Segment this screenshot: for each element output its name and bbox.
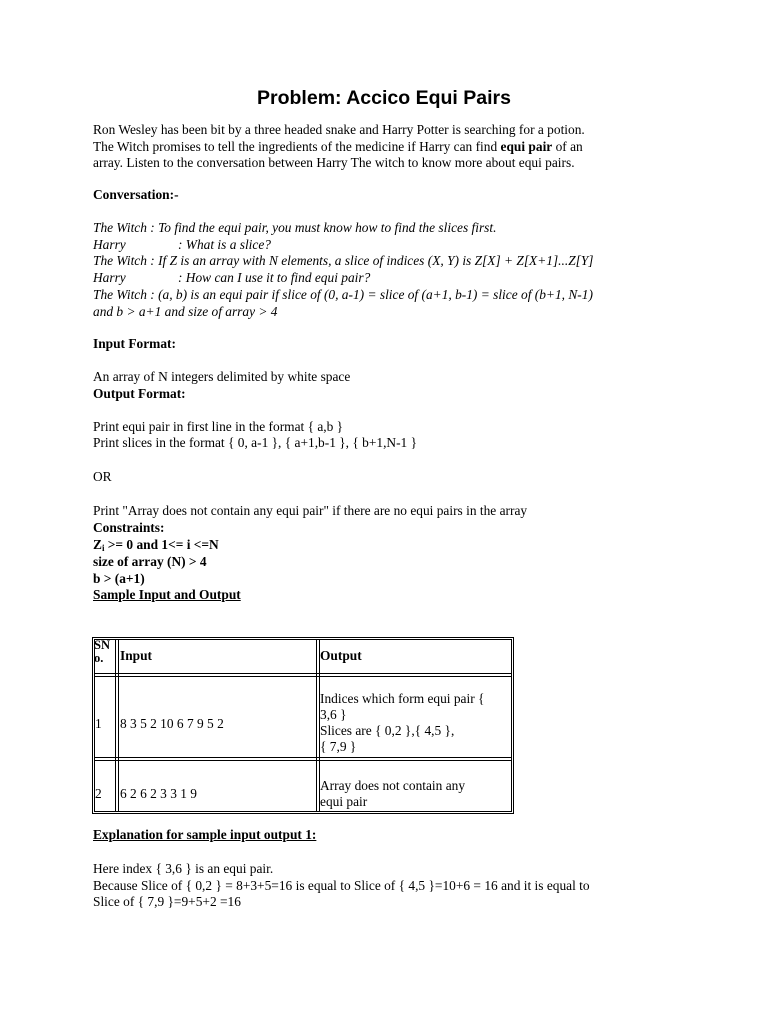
conversation-line: The Witch : (a, b) is an equi pair if slice of (0, a-1) = slice of (a+1, b-1) = slice of (b+1, N-1) [93,286,593,302]
row-1-output: Indices which form equi pair { 3,6 } Slices are { 0,2 },{ 4,5 }, { 7,9 } [320,691,485,754]
input-format-text: An array of N integers delimited by white space [93,369,351,384]
output-line: Print "Array does not contain any equi pair" if there are no equi pairs in the array [93,503,528,518]
intro-line-2: The Witch promises to tell the ingredients of the medicine if Harry can find equi pair of an [93,138,583,154]
intro-paragraph [93,122,683,172]
equi-pair-emphasis: equi pair [500,138,553,154]
output-line: Print slices in the format { 0, a-1 }, { a+1,b-1 }, { b+1,N-1 } [93,435,418,450]
explanation-line: Slice of { 7,9 }=9+5+2 =16 [93,894,241,910]
speaker-harry: Harry [93,270,126,286]
conversation-line: Harry : How can I use it to find equi pair? [93,270,371,286]
row-2-output: Array does not contain any equi pair [320,778,466,809]
conversation [93,220,683,320]
explanation-line: Because Slice of { 0,2 } = 8+3+5=16 is equal to Slice of { 4,5 }=10+6 = 16 and it is equal to [93,877,590,893]
or-text: OR [93,469,112,484]
row-2-input: 6 2 6 2 3 3 1 9 [120,786,197,801]
row-1-input: 8 3 5 2 10 6 7 9 5 2 [120,716,224,731]
header-sno: SN o. [94,638,110,665]
sample-table [92,637,514,814]
output-line: Print equi pair in first line in the format { a,b } [93,419,344,434]
constraint-line: size of array (N) > 4 [93,554,207,569]
row-1-sno: 1 [95,716,102,731]
input-format-heading: Input Format: [93,336,176,351]
constraints-heading: Constraints: [93,520,165,535]
constraint-line: b > (a+1) [93,571,145,586]
explanation-heading: Explanation for sample input output 1: [93,827,317,842]
conversation-line: The Witch : To find the equi pair, you must know how to find the slices first. [93,220,497,235]
intro-line-1: Ron Wesley has been bit by a three headed snake and Harry Potter is searching for a potion. [93,122,585,137]
conversation-line: and b > a+1 and size of array > 4 [93,303,278,319]
explanation-line: Here index { 3,6 } is an equi pair. [93,861,274,876]
sample-heading: Sample Input and Output [93,587,241,602]
conversation-line: The Witch : If Z is an array with N elements, a slice of indices (X, Y) is Z[X] + Z[X+1]...Z[Y] [93,253,594,269]
intro-line-3: array. Listen to the conversation between Harry The witch to know more about equi pairs. [93,155,575,171]
header-output: Output [320,648,362,663]
output-format-heading: Output Format: [93,386,186,401]
constraint-line: $Z_i >= 0$ and 1<= i <=N [93,537,219,553]
conversation-heading: Conversation:- [93,187,179,202]
row-2-sno: 2 [95,786,102,801]
conversation-line: Harry : What is a slice? [93,236,271,252]
page-title: Problem: Accico Equi Pairs [257,87,511,109]
speaker-harry: Harry [93,236,126,252]
header-input: Input [120,648,153,663]
explanation [93,861,683,911]
